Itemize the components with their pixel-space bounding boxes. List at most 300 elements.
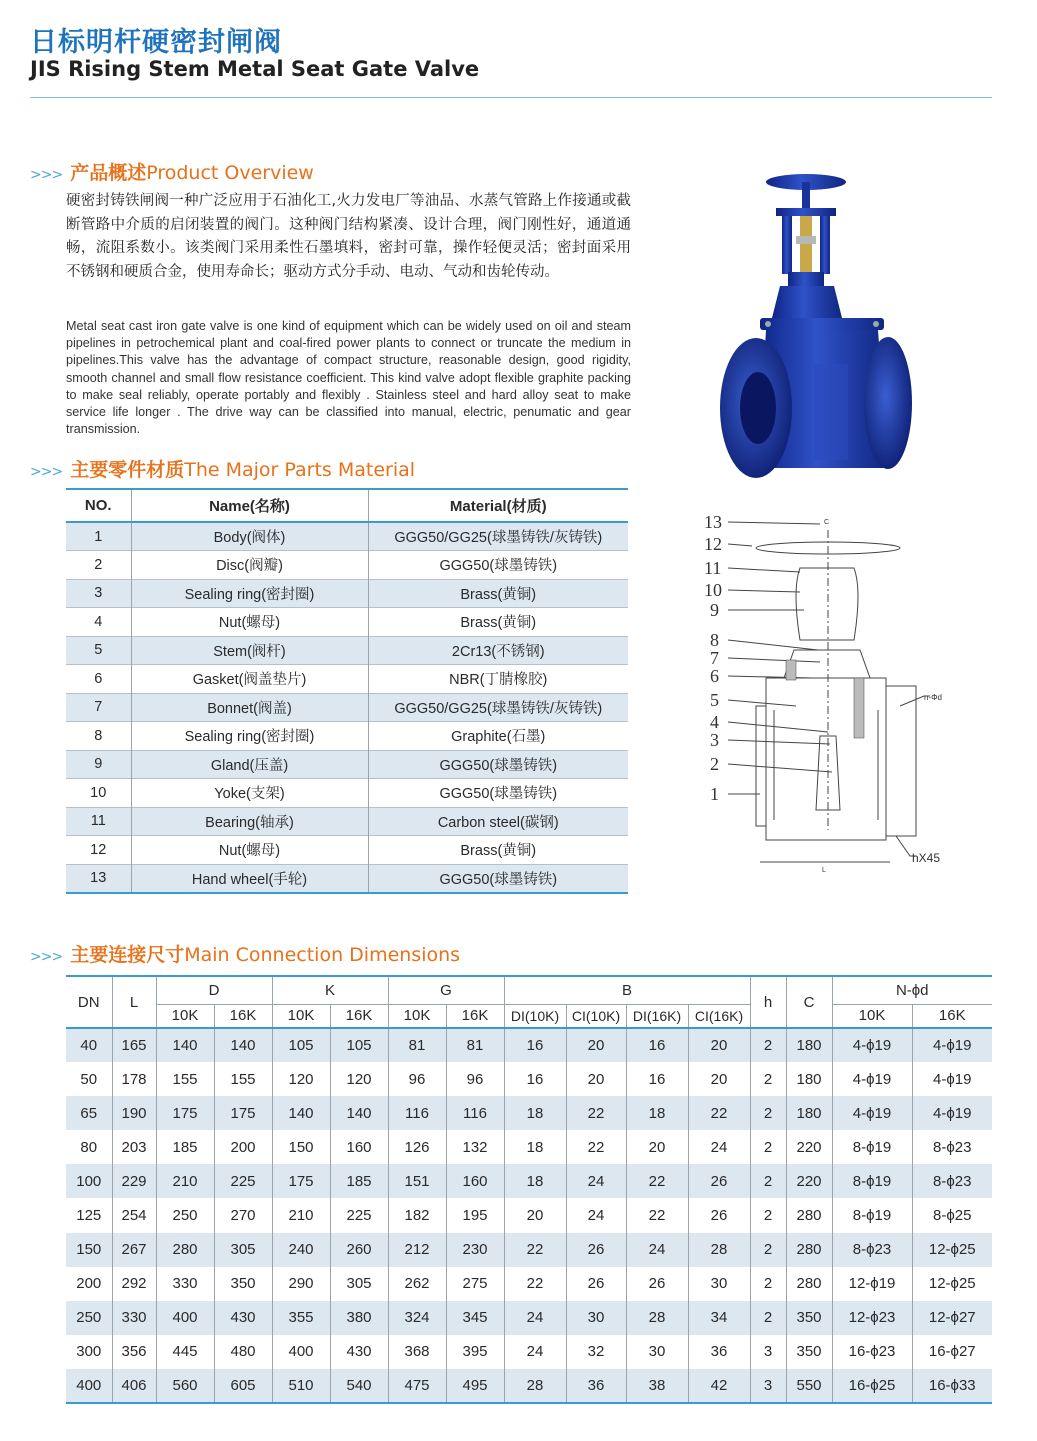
dims-row	[66, 1062, 992, 1096]
dims-cell: 30	[566, 1301, 626, 1335]
dims-cell: 4-ϕ19	[912, 1096, 992, 1130]
dims-cell: 355	[272, 1301, 330, 1335]
dims-cell: 28	[504, 1369, 566, 1403]
dims-cell: 225	[330, 1198, 388, 1232]
dims-cell: 2	[750, 1096, 786, 1130]
part-no: 10	[90, 784, 107, 801]
callout-number: 2	[710, 754, 719, 774]
dims-cell: 250	[156, 1198, 214, 1232]
part-no: 3	[94, 585, 103, 602]
part-material: GGG50/GG25(球墨铸铁/灰铸铁)	[368, 693, 628, 722]
dims-sub-header: DI(16K)	[626, 1004, 688, 1028]
dims-cell: 324	[388, 1301, 446, 1335]
dims-cell: 560	[156, 1369, 214, 1403]
dims-cell: 16	[504, 1028, 566, 1062]
dims-cell: 22	[504, 1233, 566, 1267]
parts-table	[66, 488, 628, 894]
parts-row	[66, 807, 628, 836]
section-arrows-icon: >>>	[30, 948, 63, 965]
dims-cell: 445	[156, 1335, 214, 1369]
section-arrows-icon: >>>	[30, 166, 63, 183]
dims-cell: 150	[272, 1130, 330, 1164]
dims-cell: 116	[388, 1096, 446, 1130]
part-material: Brass(黄铜)	[368, 608, 628, 637]
dims-row	[66, 1164, 992, 1198]
dims-cell: 8-ϕ19	[832, 1130, 912, 1164]
drawing-label-l: L	[822, 867, 826, 874]
dims-cell: 182	[388, 1198, 446, 1232]
parts-heading-cn: 主要零件材质	[70, 459, 185, 481]
dims-cell: 200	[76, 1275, 102, 1293]
dims-cell: 540	[330, 1369, 388, 1403]
dims-col-d: D	[156, 976, 272, 1004]
dims-cell: 180	[786, 1062, 832, 1096]
dims-cell: 150	[76, 1241, 102, 1259]
dims-cell: 2	[750, 1028, 786, 1062]
part-material: GGG50/GG25(球墨铸铁/灰铸铁)	[368, 522, 628, 551]
dims-cell: 165	[112, 1028, 156, 1062]
dims-cell: 430	[214, 1301, 272, 1335]
dims-cell: 406	[112, 1369, 156, 1403]
dims-cell: 120	[330, 1062, 388, 1096]
drawing-label-c: C	[824, 519, 830, 526]
dims-cell: 125	[76, 1207, 102, 1225]
callout-number: 7	[710, 648, 719, 668]
dims-cell: 151	[388, 1164, 446, 1198]
dims-cell: 26	[566, 1233, 626, 1267]
dims-cell: 96	[446, 1062, 504, 1096]
dims-cell: 475	[388, 1369, 446, 1403]
dims-cell: 185	[156, 1130, 214, 1164]
dims-cell: 30	[688, 1267, 750, 1301]
dims-row	[66, 1096, 992, 1130]
parts-row	[66, 551, 628, 580]
dims-cell: 229	[112, 1164, 156, 1198]
sectional-drawing	[700, 510, 960, 880]
dims-col-b: B	[504, 976, 750, 1004]
dims-cell: 305	[214, 1233, 272, 1267]
dims-cell: 34	[688, 1301, 750, 1335]
dims-row	[66, 1369, 992, 1403]
dims-cell: 18	[504, 1130, 566, 1164]
dims-cell: 280	[786, 1233, 832, 1267]
dims-cell: 18	[626, 1096, 688, 1130]
dims-cell: 368	[388, 1335, 446, 1369]
parts-col-no: NO.	[66, 489, 131, 522]
dims-cell: 212	[388, 1233, 446, 1267]
part-no: 7	[94, 699, 103, 716]
dims-sub-header: CI(16K)	[688, 1004, 750, 1028]
dims-cell: 225	[214, 1164, 272, 1198]
part-no: 9	[94, 756, 103, 773]
dims-cell: 250	[76, 1309, 102, 1327]
page-title-en: JIS Rising Stem Metal Seat Gate Valve	[30, 57, 480, 81]
dims-cell: 4-ϕ19	[912, 1062, 992, 1096]
parts-row	[66, 636, 628, 665]
parts-col-name: Name(名称)	[131, 489, 368, 522]
callout-number: 9	[710, 600, 719, 620]
dims-cell: 495	[446, 1369, 504, 1403]
dims-cell: 180	[786, 1096, 832, 1130]
dims-sub-header: DI(10K)	[504, 1004, 566, 1028]
parts-row	[66, 836, 628, 865]
callout-number: 12	[704, 534, 722, 554]
dims-cell: 350	[214, 1267, 272, 1301]
dims-cell: 203	[112, 1130, 156, 1164]
dims-row	[66, 1198, 992, 1232]
dims-sub-header: CI(10K)	[566, 1004, 626, 1028]
title-divider	[30, 97, 992, 98]
dims-cell: 195	[446, 1198, 504, 1232]
dims-cell: 24	[688, 1130, 750, 1164]
callout-number: 5	[710, 690, 719, 710]
dims-cell: 254	[112, 1198, 156, 1232]
dims-cell: 4-ϕ19	[832, 1028, 912, 1062]
part-no: 2	[94, 556, 103, 573]
parts-row	[66, 522, 628, 551]
dims-cell: 26	[688, 1164, 750, 1198]
dims-cell: 350	[786, 1301, 832, 1335]
dims-cell: 8-ϕ23	[912, 1164, 992, 1198]
callout-number: 13	[704, 512, 722, 532]
dims-cell: 220	[786, 1164, 832, 1198]
part-no: 11	[90, 813, 106, 830]
dims-cell: 480	[214, 1335, 272, 1369]
dims-sub-header: 10K	[388, 1004, 446, 1028]
part-no: 5	[94, 642, 103, 659]
dims-cell: 380	[330, 1301, 388, 1335]
dims-table	[66, 975, 992, 1404]
part-no: 1	[94, 528, 103, 545]
part-name: Bearing(轴承)	[131, 807, 368, 836]
dims-cell: 330	[112, 1301, 156, 1335]
dims-sub-header: 16K	[912, 1004, 992, 1028]
dims-cell: 22	[566, 1096, 626, 1130]
dims-sub-header: 16K	[330, 1004, 388, 1028]
part-material: Graphite(石墨)	[368, 722, 628, 751]
dims-cell: 345	[446, 1301, 504, 1335]
dims-cell: 2	[750, 1062, 786, 1096]
dims-sub-header: 10K	[832, 1004, 912, 1028]
dims-cell: 12-ϕ23	[832, 1301, 912, 1335]
parts-row	[66, 864, 628, 893]
dims-col-nd: N-ϕd	[832, 976, 992, 1004]
dims-cell: 3	[750, 1335, 786, 1369]
dims-cell: 395	[446, 1335, 504, 1369]
dims-cell: 18	[504, 1096, 566, 1130]
dims-cell: 400	[272, 1335, 330, 1369]
part-no: 8	[94, 727, 103, 744]
dims-cell: 550	[786, 1369, 832, 1403]
dims-cell: 2	[750, 1267, 786, 1301]
dims-cell: 155	[156, 1062, 214, 1096]
parts-row	[66, 579, 628, 608]
dims-cell: 8-ϕ25	[912, 1198, 992, 1232]
dims-heading	[30, 940, 460, 967]
overview-heading-en: Product Overview	[146, 162, 314, 184]
dims-cell: 40	[80, 1037, 98, 1055]
dims-row	[66, 1335, 992, 1369]
dims-cell: 2	[750, 1130, 786, 1164]
dims-cell: 175	[156, 1096, 214, 1130]
dims-col-g: G	[388, 976, 504, 1004]
callout-number: 10	[704, 580, 722, 600]
dims-cell: 270	[214, 1198, 272, 1232]
dims-cell: 280	[786, 1198, 832, 1232]
part-material: Carbon steel(碳钢)	[368, 807, 628, 836]
dims-cell: 210	[156, 1164, 214, 1198]
dims-cell: 16	[626, 1062, 688, 1096]
parts-header-row	[66, 489, 628, 522]
part-material: GGG50(球墨铸铁)	[368, 750, 628, 779]
dims-heading-cn: 主要连接尺寸	[70, 944, 185, 966]
dims-cell: 20	[566, 1062, 626, 1096]
callout-number: 3	[710, 730, 719, 750]
drawing-label-nd: n-Φd	[924, 693, 942, 702]
dims-cell: 16	[504, 1062, 566, 1096]
dims-cell: 36	[566, 1369, 626, 1403]
dims-cell: 26	[688, 1198, 750, 1232]
dims-cell: 175	[214, 1096, 272, 1130]
part-material: GGG50(球墨铸铁)	[368, 864, 628, 893]
dims-cell: 126	[388, 1130, 446, 1164]
dims-cell: 4-ϕ19	[912, 1028, 992, 1062]
part-name: Disc(阀瓣)	[131, 551, 368, 580]
overview-text-cn: 硬密封铸铁闸阀一种广泛应用于石油化工,火力发电厂等油品、水蒸气管路上作接通或截断管路中介质的启闭装置的阀门。这种阀门结构紧凑、设计合理，阀门刚性好，通道通畅，流阻系数小。该类阀门采用柔性石墨填料，密封可靠，操作轻便灵活；密封面采用不锈钢和硬质合金，使用寿命长；驱动方式分手动、电动、气动和齿轮传动。	[66, 193, 631, 280]
dims-cell: 8-ϕ19	[832, 1164, 912, 1198]
dims-cell: 267	[112, 1233, 156, 1267]
dims-cell: 180	[786, 1028, 832, 1062]
dims-cell: 280	[786, 1267, 832, 1301]
callout-number: 6	[710, 666, 719, 686]
dims-cell: 230	[446, 1233, 504, 1267]
dims-cell: 12-ϕ25	[912, 1267, 992, 1301]
dims-cell: 81	[446, 1028, 504, 1062]
part-material: Brass(黄铜)	[368, 579, 628, 608]
dims-cell: 32	[566, 1335, 626, 1369]
dims-cell: 30	[626, 1335, 688, 1369]
part-no: 6	[94, 670, 103, 687]
dims-cell: 330	[156, 1267, 214, 1301]
dims-row	[66, 1028, 992, 1062]
dims-cell: 26	[626, 1267, 688, 1301]
dims-cell: 140	[330, 1096, 388, 1130]
page-title-cn: 日标明杆硬密封闸阀	[30, 27, 282, 58]
dims-cell: 400	[156, 1301, 214, 1335]
part-name: Gasket(阀盖垫片)	[131, 665, 368, 694]
dims-row	[66, 1130, 992, 1164]
dims-cell: 8-ϕ23	[832, 1233, 912, 1267]
dims-sub-header: 10K	[156, 1004, 214, 1028]
dims-col-dn: DN	[66, 976, 112, 1028]
dims-cell: 16-ϕ27	[912, 1335, 992, 1369]
dims-cell: 105	[330, 1028, 388, 1062]
dims-row	[66, 1301, 992, 1335]
dims-cell: 42	[688, 1369, 750, 1403]
dims-cell: 80	[80, 1138, 98, 1156]
dims-cell: 2	[750, 1164, 786, 1198]
dims-cell: 24	[504, 1335, 566, 1369]
part-name: Stem(阀杆)	[131, 636, 368, 665]
dims-cell: 190	[112, 1096, 156, 1130]
dims-cell: 22	[626, 1164, 688, 1198]
dims-col-h: h	[750, 976, 786, 1028]
dims-cell: 430	[330, 1335, 388, 1369]
callout-number: 4	[710, 712, 719, 732]
dims-col-k: K	[272, 976, 388, 1004]
drawing-label-hx45: hX45	[912, 851, 941, 865]
dims-header-row	[66, 976, 992, 1004]
dims-sub-header: 16K	[446, 1004, 504, 1028]
dims-heading-en: Main Connection Dimensions	[184, 944, 461, 966]
dims-cell: 132	[446, 1130, 504, 1164]
dims-cell: 16	[626, 1028, 688, 1062]
dims-cell: 22	[566, 1130, 626, 1164]
part-name: Bonnet(阀盖)	[131, 693, 368, 722]
dims-cell: 140	[214, 1028, 272, 1062]
dims-cell: 100	[76, 1172, 102, 1190]
dims-cell: 220	[786, 1130, 832, 1164]
dims-cell: 20	[504, 1198, 566, 1232]
part-name: Nut(螺母)	[131, 836, 368, 865]
dims-cell: 20	[626, 1130, 688, 1164]
dims-cell: 24	[504, 1301, 566, 1335]
dims-cell: 300	[76, 1343, 102, 1361]
dims-col-c: C	[786, 976, 832, 1028]
dims-cell: 400	[76, 1376, 102, 1394]
dims-cell: 96	[388, 1062, 446, 1096]
part-name: Nut(螺母)	[131, 608, 368, 637]
dims-cell: 260	[330, 1233, 388, 1267]
dims-cell: 140	[272, 1096, 330, 1130]
dims-row	[66, 1267, 992, 1301]
dims-cell: 105	[272, 1028, 330, 1062]
part-no: 13	[90, 870, 107, 886]
parts-row	[66, 779, 628, 808]
part-material: NBR(丁腈橡胶)	[368, 665, 628, 694]
dims-cell: 178	[112, 1062, 156, 1096]
dims-cell: 240	[272, 1233, 330, 1267]
parts-row	[66, 750, 628, 779]
dims-cell: 81	[388, 1028, 446, 1062]
dims-cell: 50	[80, 1070, 98, 1088]
callout-number: 1	[710, 784, 719, 804]
dims-cell: 200	[214, 1130, 272, 1164]
dims-cell: 12-ϕ19	[832, 1267, 912, 1301]
dims-cell: 2	[750, 1301, 786, 1335]
overview-heading-cn: 产品概述	[70, 162, 147, 184]
dims-cell: 20	[688, 1028, 750, 1062]
part-name: Body(阀体)	[131, 522, 368, 551]
part-material: GGG50(球墨铸铁)	[368, 551, 628, 580]
dims-cell: 262	[388, 1267, 446, 1301]
part-name: Hand wheel(手轮)	[131, 864, 368, 893]
dims-cell: 116	[446, 1096, 504, 1130]
valve-photo	[718, 168, 928, 498]
callout-number: 11	[704, 558, 722, 578]
dims-cell: 2	[750, 1198, 786, 1232]
parts-row	[66, 693, 628, 722]
dims-cell: 26	[566, 1267, 626, 1301]
dims-col-l: L	[112, 976, 156, 1028]
part-name: Gland(压盖)	[131, 750, 368, 779]
dims-cell: 350	[786, 1335, 832, 1369]
dims-cell: 24	[566, 1198, 626, 1232]
dims-cell: 28	[626, 1301, 688, 1335]
dims-cell: 22	[504, 1267, 566, 1301]
dims-cell: 18	[504, 1164, 566, 1198]
dims-cell: 280	[156, 1233, 214, 1267]
dims-cell: 28	[688, 1233, 750, 1267]
dims-cell: 24	[566, 1164, 626, 1198]
dims-subheader-row	[66, 1004, 992, 1028]
dims-cell: 65	[80, 1104, 98, 1122]
part-material: 2Cr13(不锈钢)	[368, 636, 628, 665]
dims-cell: 2	[750, 1233, 786, 1267]
dims-cell: 140	[156, 1028, 214, 1062]
part-name: Sealing ring(密封圈)	[131, 722, 368, 751]
dims-cell: 3	[750, 1369, 786, 1403]
dims-cell: 16-ϕ23	[832, 1335, 912, 1369]
parts-heading-en: The Major Parts Material	[184, 459, 416, 481]
parts-heading	[30, 455, 415, 482]
dims-cell: 605	[214, 1369, 272, 1403]
dims-cell: 4-ϕ19	[832, 1096, 912, 1130]
dims-cell: 175	[272, 1164, 330, 1198]
dims-cell: 22	[688, 1096, 750, 1130]
dims-cell: 12-ϕ27	[912, 1301, 992, 1335]
dims-cell: 22	[626, 1198, 688, 1232]
overview-heading	[30, 158, 314, 185]
dims-cell: 292	[112, 1267, 156, 1301]
dims-cell: 305	[330, 1267, 388, 1301]
section-arrows-icon: >>>	[30, 463, 63, 480]
dims-cell: 8-ϕ19	[832, 1198, 912, 1232]
dims-cell: 185	[330, 1164, 388, 1198]
dims-cell: 510	[272, 1369, 330, 1403]
parts-row	[66, 722, 628, 751]
parts-col-material: Material(材质)	[368, 489, 628, 522]
part-no: 12	[90, 841, 107, 858]
dims-cell: 16-ϕ25	[832, 1369, 912, 1403]
dims-cell: 20	[688, 1062, 750, 1096]
dims-cell: 290	[272, 1267, 330, 1301]
dims-cell: 275	[446, 1267, 504, 1301]
dims-cell: 160	[330, 1130, 388, 1164]
part-material: Brass(黄铜)	[368, 836, 628, 865]
callout-number: 8	[710, 630, 719, 650]
dims-cell: 12-ϕ25	[912, 1233, 992, 1267]
parts-row	[66, 665, 628, 694]
dims-cell: 16-ϕ33	[912, 1369, 992, 1403]
part-material: GGG50(球墨铸铁)	[368, 779, 628, 808]
overview-text-en: Metal seat cast iron gate valve is one kind of equipment which can be widely used on oil and steam pipelines in petrochemical plant and coal-fired power plants to connect or truncate the medium in pipelines.This valve has the advantage of compact structure, reasonable design, good rigidity, smooth channel and small flow resistance coefficient. This kind valve adopt flexible graphite packing to make seal reliably, operate portably and flexibly . Stainless steel and hard alloy seat to make service life longer . The drive way can be classified into manual, electric, penumatic and gear transmission.	[66, 319, 631, 437]
dims-cell: 20	[566, 1028, 626, 1062]
dims-cell: 155	[214, 1062, 272, 1096]
dims-cell: 36	[688, 1335, 750, 1369]
dims-cell: 38	[626, 1369, 688, 1403]
dims-cell: 24	[626, 1233, 688, 1267]
dims-cell: 4-ϕ19	[832, 1062, 912, 1096]
part-no: 4	[94, 613, 103, 630]
part-name: Yoke(支架)	[131, 779, 368, 808]
dims-cell: 210	[272, 1198, 330, 1232]
dims-cell: 120	[272, 1062, 330, 1096]
dims-cell: 160	[446, 1164, 504, 1198]
parts-row	[66, 608, 628, 637]
part-name: Sealing ring(密封圈)	[131, 579, 368, 608]
dims-cell: 8-ϕ23	[912, 1130, 992, 1164]
